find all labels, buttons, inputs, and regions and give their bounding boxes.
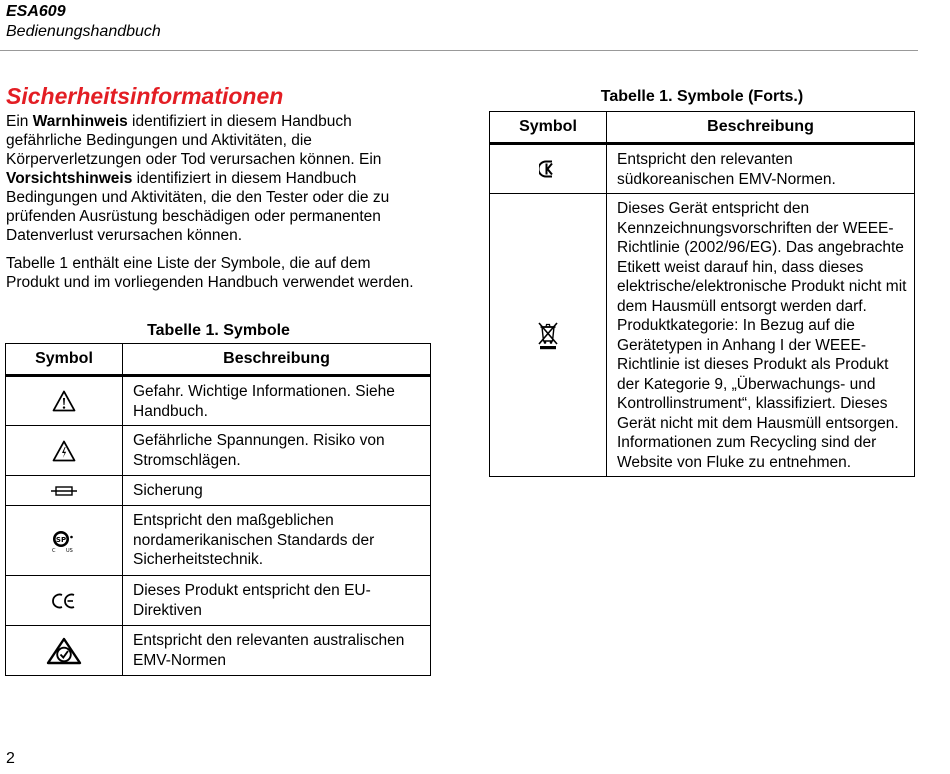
row-description: Gefährliche Spannungen. Risiko von Stromschlägen.: [123, 426, 431, 476]
row-description: Dieses Gerät entspricht den Kennzeichnungsvorschriften der WEEE-Richtlinie (2002/96/EG). Das angebrachte Etikett weist darauf hin, dass dieses elektrische/elektronische Produkt nicht mit dem Hausmüll entsorgt werden darf. Produktkategorie: In Bezug auf die Gerätetypen in Anhang I der WEEE-Richtlinie ist dieses Produkt als Produkt der Kategorie 9, „Überwachungs- und Kontrollinstrument“, klassifiziert. Dieses Gerät nicht mit dem Hausmüll entsorgen. Informationen zum Recycling sind der Website von Fluke zu entnehmen.: [607, 194, 915, 477]
table-row: [6, 376, 431, 426]
intro-text-1: Ein: [6, 113, 33, 130]
table-row: [6, 476, 431, 506]
symbol-column-header: Symbol: [6, 344, 123, 376]
header-model: ESA609: [6, 3, 66, 20]
csa-right-letters: US: [66, 547, 73, 553]
page-number: 2: [6, 750, 15, 767]
header-divider: [0, 50, 918, 51]
table-row: [6, 576, 431, 626]
ce-mark-icon: [51, 592, 77, 610]
csa-mark-icon: [50, 529, 78, 553]
table1-caption: Tabelle 1. Symbole: [147, 322, 290, 339]
table-row: [490, 144, 915, 194]
warning-triangle-icon: [52, 390, 76, 412]
intro-text-3: identifiziert in diesem Handbuch Bedingungen und Aktivitäten, die den Tester oder die zu prüfenden Ausrüstung beschädigen oder permanenten Datenverlust verursachen können.: [6, 170, 390, 244]
symbols-table: [5, 343, 431, 676]
row-description: Entspricht den maßgeblichen nordamerikanischen Standards der Sicherheitstechnik.: [123, 506, 431, 576]
caution-term: Vorsichtshinweis: [6, 170, 133, 187]
table-row: [6, 506, 431, 576]
table-reference-paragraph: Tabelle 1 enthält eine Liste der Symbole, die auf dem Produkt und im vorliegenden Handbuch verwendet werden.: [6, 255, 414, 291]
row-description: Gefahr. Wichtige Informationen. Siehe Handbuch.: [123, 376, 431, 426]
table-header-row: [6, 344, 431, 376]
high-voltage-icon: [52, 440, 76, 462]
warning-term: Warnhinweis: [32, 113, 128, 130]
table-header-row: [490, 112, 915, 144]
table-row: [6, 426, 431, 476]
fuse-icon: [51, 485, 77, 497]
row-description: Sicherung: [123, 476, 431, 506]
symbol-column-header: Symbol: [490, 112, 607, 144]
kc-mark-icon: [539, 159, 557, 179]
intro-paragraph: [6, 112, 426, 245]
table2-caption: Tabelle 1. Symbole (Forts.): [600, 88, 804, 105]
intro-text-2: identifiziert in diesem Handbuch gefährliche Bedingungen und Aktivitäten, die Körperverletzungen oder Tod verursachen können. Ein: [6, 113, 382, 168]
symbols-table-continued: [489, 111, 915, 477]
page-header: [6, 2, 161, 42]
header-subtitle: Bedienungshandbuch: [6, 23, 161, 40]
csa-left-letter: C: [52, 547, 56, 553]
table-row: [6, 626, 431, 676]
weee-bin-icon: [537, 320, 559, 350]
description-column-header: Beschreibung: [607, 112, 915, 144]
svg-text:SP: SP: [55, 535, 67, 544]
rcm-mark-icon: [46, 637, 82, 665]
row-description: Entspricht den relevanten australischen EMV-Normen: [123, 626, 431, 676]
table-row: [490, 194, 915, 477]
row-description: Entspricht den relevanten südkoreanischen EMV-Normen.: [607, 144, 915, 194]
section-title: Sicherheitsinformationen: [6, 83, 284, 109]
description-column-header: Beschreibung: [123, 344, 431, 376]
row-description: Dieses Produkt entspricht den EU-Direktiven: [123, 576, 431, 626]
